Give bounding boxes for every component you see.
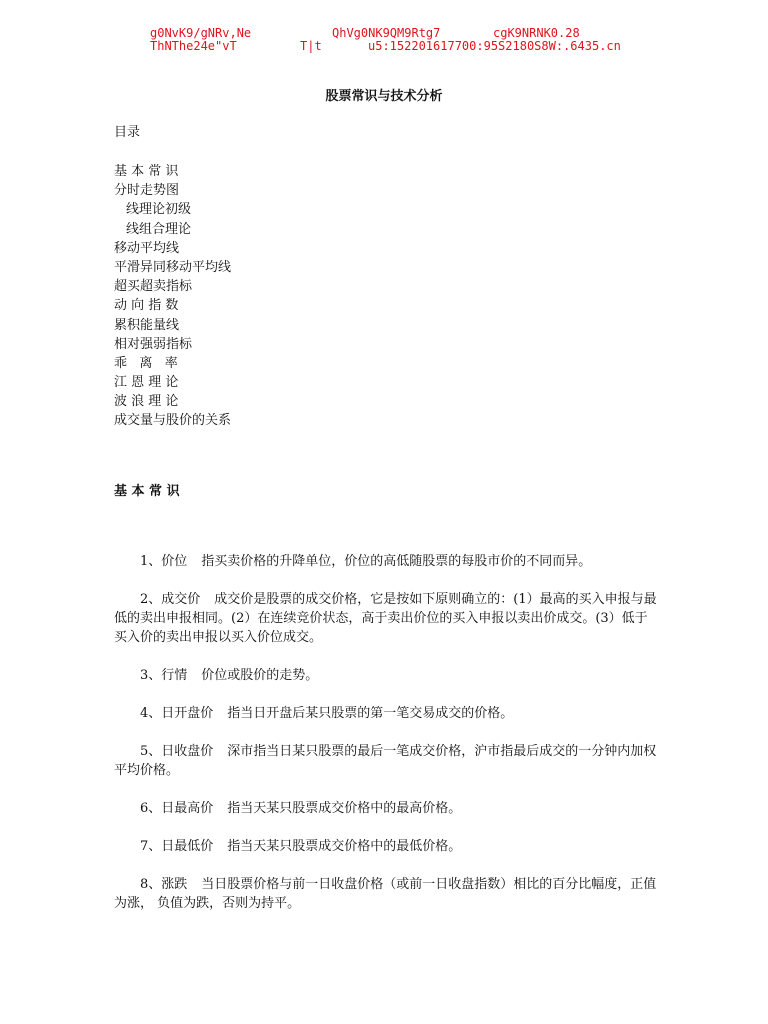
term-text: 价位或股价的走势。 [201,668,319,683]
toc-item[interactable]: 动 向 指 数 [114,298,179,314]
term-text: 指当日开盘后某只股票的第一笔交易成交的价格。 [227,706,514,721]
term-name: 日收盘价 [161,744,214,759]
term-text: 成交价是股票的成交价格，它是按如下原则确立的：(1）最高的买入申报与最低的卖出申报相同。(2）在连续竞价状态，高于卖出价位的买入申报以卖出价成交。(3）低于买入价的卖出申报以买入价位成交。 [114,592,657,645]
term-name: 成交价 [161,592,201,607]
toc-item[interactable]: 江 恩 理 论 [114,375,179,391]
term-list [114,552,660,932]
toc-item[interactable]: 乖 离 率 [114,355,178,371]
term-number: 3、 [140,668,162,683]
watermark-text: g0NvK9/gNRv,Ne [150,26,252,40]
term-name: 日最低价 [161,839,214,854]
toc-item[interactable]: 移动平均线 [114,240,180,256]
term-name: 涨跌 [161,877,188,892]
term-definition [114,666,660,685]
toc-item[interactable]: 相对强弱指标 [114,336,193,352]
document-title: 股票常识与技术分析 [325,89,443,104]
toc-item[interactable]: 平滑异同移动平均线 [114,259,232,275]
term-text: 当日股票价格与前一日收盘价格（或前一日收盘指数）相比的百分比幅度，正值为涨， 负值为跌，否则为持平。 [114,877,657,911]
term-number: 7、 [140,839,162,854]
term-definition [114,742,660,780]
term-name: 价位 [161,554,188,569]
term-number: 1、 [140,554,162,569]
toc-item[interactable]: 基 本 常 识 [114,164,179,179]
toc-item[interactable]: 成交量与股价的关系 [114,413,232,429]
toc-item[interactable]: 分时走势图 [114,183,180,199]
section-heading: 基 本 常 识 [114,484,180,499]
watermark-text: u5:152201617700:95S2180S8W:.6435.cn [368,39,621,53]
toc-item[interactable]: 超买超卖指标 [114,279,193,295]
term-number: 6、 [140,801,162,816]
term-number: 4、 [140,706,162,721]
toc-item[interactable]: 线理论初级 [126,202,192,218]
toc-item[interactable]: 线组合理论 [126,221,192,237]
term-text: 指当天某只股票成交价格中的最低价格。 [227,839,462,854]
term-definition [114,590,660,647]
toc-item[interactable]: 累积能量线 [114,317,180,333]
term-definition [114,875,660,913]
term-definition [114,704,660,723]
watermark-text: cgK9NRNK0.28 [493,26,580,40]
term-number: 5、 [140,744,162,759]
term-definition [114,799,660,818]
term-text: 指买卖价格的升降单位，价位的高低随股票的每股市价的不同而异。 [201,554,592,569]
table-of-contents [114,162,231,431]
term-number: 2、 [140,592,162,607]
term-name: 行情 [161,668,188,683]
toc-item[interactable]: 波 浪 理 论 [114,394,179,410]
term-definition [114,552,660,571]
term-name: 日开盘价 [161,706,214,721]
watermark-text: T|t [300,39,322,53]
term-text: 指当天某只股票成交价格中的最高价格。 [227,801,462,816]
term-text: 深市指当日某只股票的最后一笔成交价格，沪市指最后成交的一分钟内加权平均价格。 [114,744,657,778]
watermark-text: QhVg0NK9QM9Rtg7 [332,26,441,40]
term-name: 日最高价 [161,801,214,816]
watermark-text: ThNThe24e"vT [150,39,237,53]
term-number: 8、 [140,877,162,892]
toc-heading: 目录 [114,125,141,140]
term-definition [114,837,660,856]
